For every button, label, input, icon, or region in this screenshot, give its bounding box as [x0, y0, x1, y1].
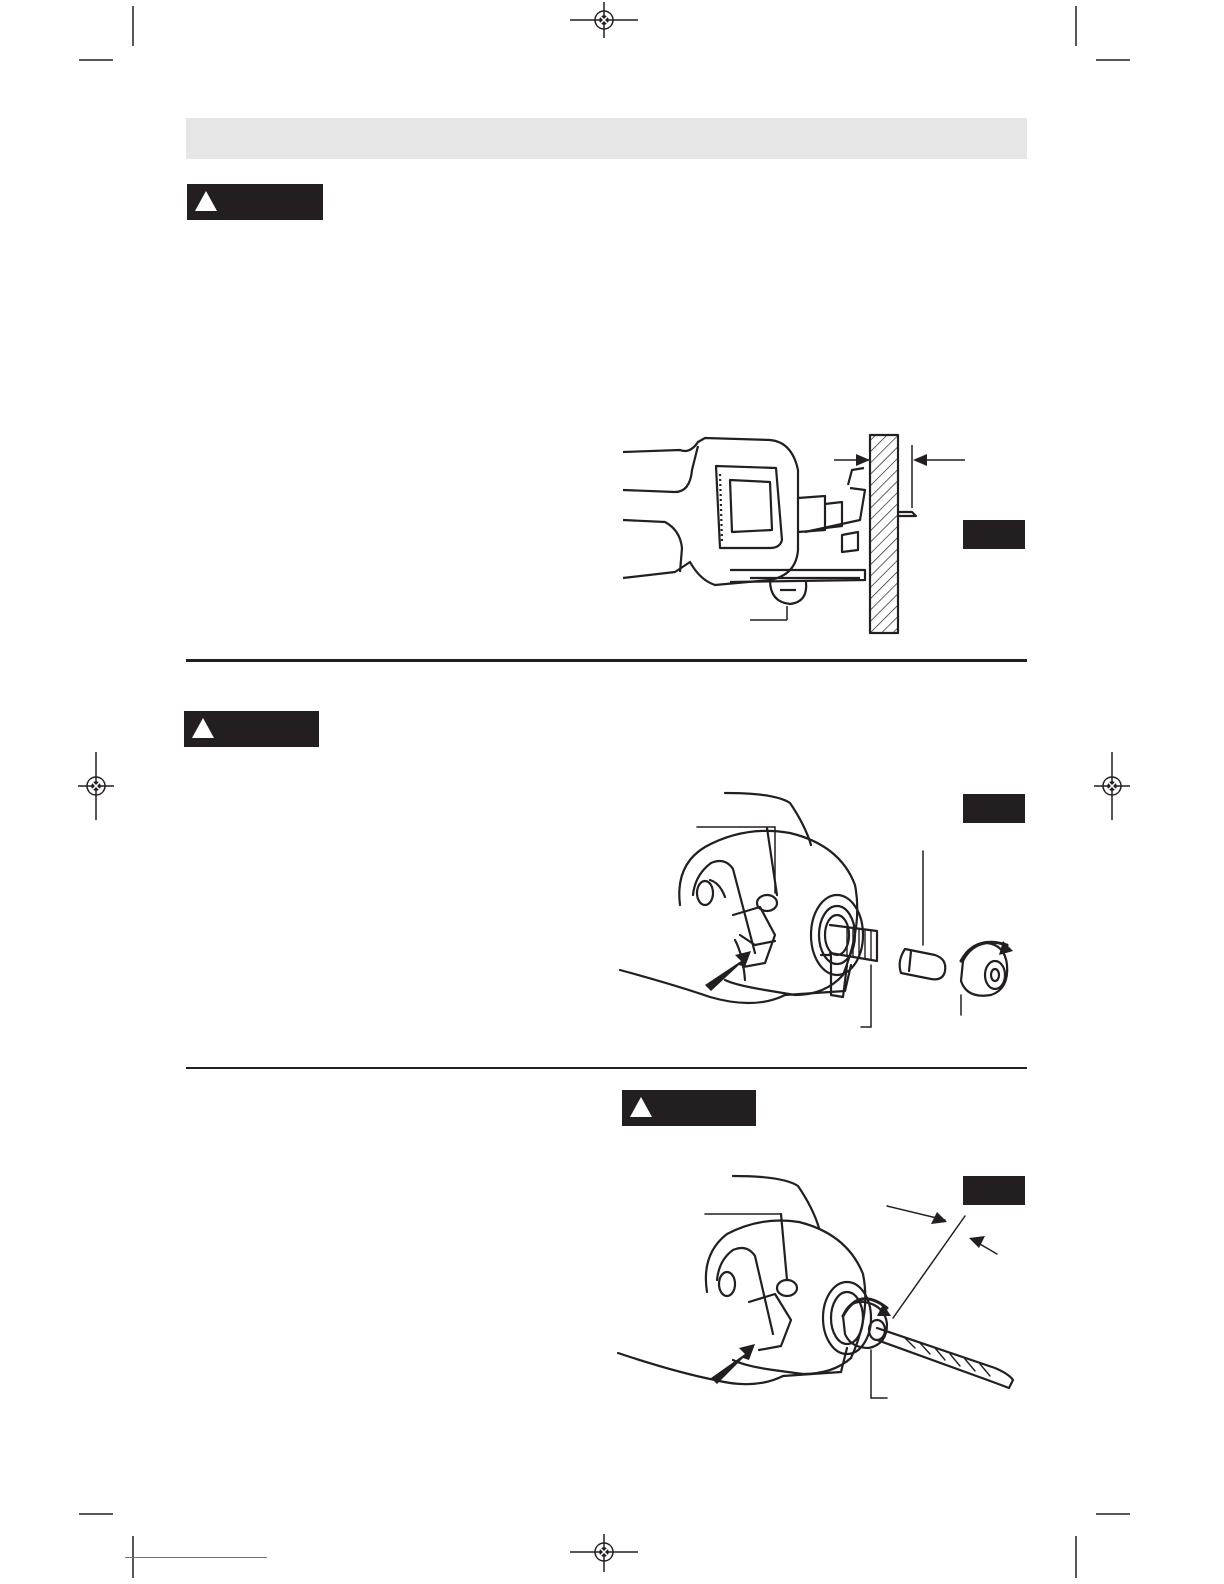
link-underline — [125, 1557, 267, 1558]
figure-bit-installation-illustration — [615, 1168, 1025, 1408]
arrow-icon — [877, 1304, 891, 1316]
warning-triangle-icon — [195, 191, 217, 211]
arrow-icon — [913, 454, 927, 466]
arrow-icon — [931, 1212, 947, 1224]
registration-mark-icon — [78, 752, 114, 820]
section-header-bar — [186, 118, 1027, 159]
warning-badge — [187, 184, 323, 220]
figure-tag — [963, 520, 1025, 549]
section-divider — [186, 659, 1027, 662]
warning-triangle-icon — [192, 718, 214, 738]
registration-mark-icon — [1094, 752, 1130, 820]
registration-mark-icon — [570, 2, 638, 38]
figure-collet-removal-illustration — [615, 785, 1025, 1035]
warning-badge — [622, 1090, 756, 1126]
warning-badge — [184, 711, 319, 747]
arrow-icon — [856, 454, 870, 466]
arrow-icon — [711, 1344, 755, 1384]
section-divider — [186, 1067, 1027, 1069]
warning-triangle-icon — [630, 1097, 652, 1117]
registration-mark-icon — [570, 1534, 638, 1572]
